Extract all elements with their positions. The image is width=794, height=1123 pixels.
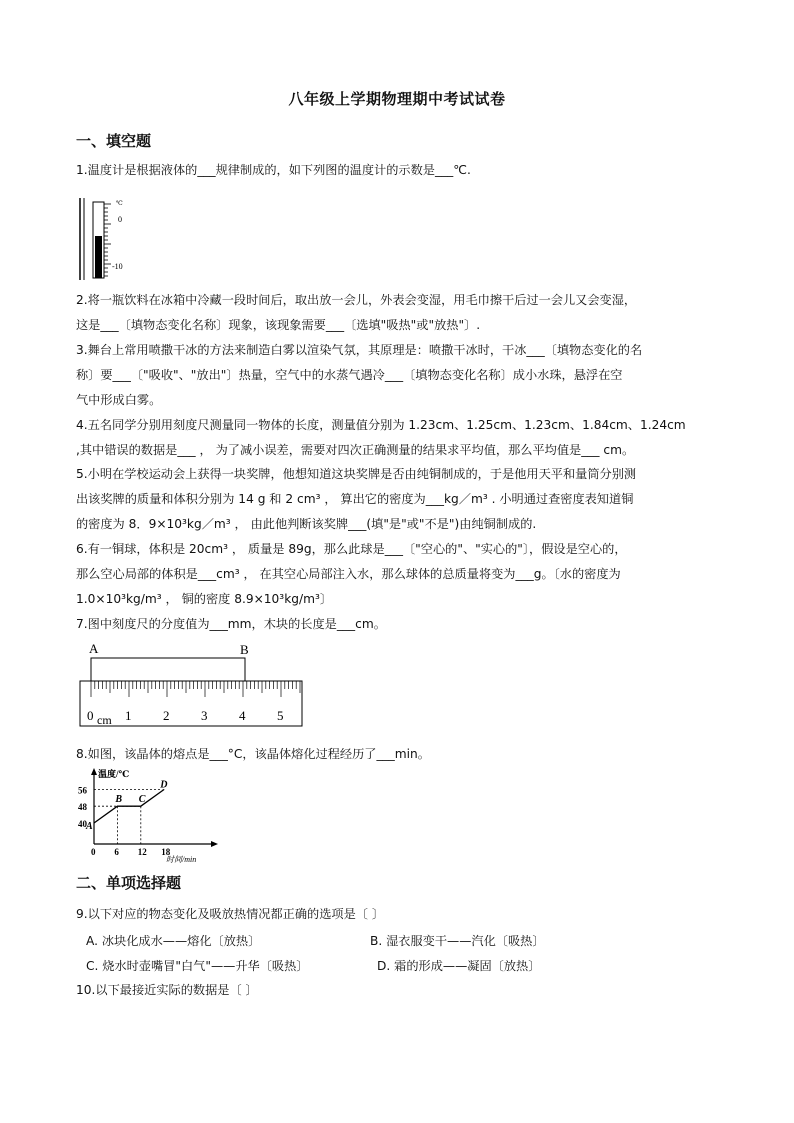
chart-point-label: D [160,779,168,791]
chart-x-tick-label: 18 [161,847,171,857]
ruler-number: 3 [201,708,208,723]
chart-point-label: A [86,821,93,832]
q2-line-1: 2.将一瓶饮料在冰箱中冷藏一段时间后，取出放一会儿，外表会变湿，用毛巾擦干后过一会儿又会变湿， [76,293,637,307]
ruler-label-b: B [240,642,249,657]
ruler-number: 1 [125,708,132,723]
q3-line-2: 称〕要___〔"吸收"、"放出"〕热量，空气中的水蒸气遇冷___〔填物态变化名称〕成小水珠，悬浮在空 [76,368,623,382]
melting-chart [76,766,226,866]
chart-y-tick-label: 48 [78,802,87,813]
ruler-figure [78,638,306,730]
thermometer-label-bottom: -10 [112,262,123,271]
thermometer-label-top: 0 [118,215,122,224]
q2-line-2: 这是___〔填物态变化名称〕现象，该现象需要___〔选填"吸热"或"放热"〕. [76,318,481,332]
ruler-number: 4 [239,708,246,723]
section-fill-blank-heading: 一、填空题 [76,132,152,150]
chart-y-tick-label: 56 [78,785,87,796]
thermometer-unit: ℃ [116,201,123,207]
ruler-unit: cm [97,713,112,727]
ruler-number: 0 [87,708,94,723]
chart-point-label: C [138,794,146,806]
wooden-block [91,658,245,681]
q9-option-d[interactable]: D. 霜的形成——凝固〔放热〕 [377,959,541,973]
q6-line-1: 6.有一铜球，体积是 20cm³ ， 质量是 89g，那么此球是___〔"空心的"、"实心的"〕，假设是空心的， [76,542,627,556]
q3-line-3: 气中形成白雾。 [76,393,162,407]
q9-option-a[interactable]: A. 冰块化成水——熔化〔放热〕 [86,934,261,948]
chart-x-label: 时间/min [166,855,197,864]
q5-line-1: 5.小明在学校运动会上获得一块奖牌，他想知道这块奖牌是否由纯铜制成的，于是他用天平和量筒分别测 [76,467,637,481]
chart-y-tick-label: 40 [78,819,87,829]
page-title: 八年级上学期物理期中考试试卷 [288,90,506,108]
chart-y-arrow [91,768,97,775]
chart-x-tick-label: 12 [137,847,147,857]
ruler-label-a: A [89,641,99,656]
q9-option-b[interactable]: B. 湿衣服变干——汽化〔吸热〕 [370,934,545,948]
chart-y-label: 温度/℃ [98,769,130,779]
thermometer-liquid [95,236,102,278]
chart-x-arrow [211,841,218,847]
ruler-number: 5 [277,708,284,723]
q9-option-c[interactable]: C. 烧水时壶嘴冒"白气"——升华〔吸热〕 [86,959,309,973]
q6-line-3: 1.0×10³kg/m³ ， 铜的密度 8.9×10³kg/m³〕 [76,592,333,606]
chart-x-tick-label: 6 [114,847,119,857]
q4-line-2: ,其中错误的数据是___ ， 为了减小误差，需要对四次正确测量的结果求平均值，那么平均值是___ cm。 [76,443,635,457]
chart-point-label: B [115,794,123,806]
q1-line-1: 1.温度计是根据液体的___规律制成的，如下列图的温度计的示数是___℃. [76,163,471,177]
q8-line-1: 8.如图，该晶体的熔点是___°C，该晶体熔化过程经历了___min。 [76,747,430,761]
chart-x-tick-label: 0 [91,847,96,857]
thermometer-figure [78,196,130,282]
melting-curve [94,789,164,823]
ruler-number: 2 [163,708,170,723]
section-single-choice-heading: 二、单项选择题 [76,874,182,892]
q10-stem: 10.以下最接近实际的数据是〔 〕 [76,983,258,997]
q4-line-1: 4.五名同学分别用刻度尺测量同一物体的长度，测量值分别为 1.23cm、1.25cm、1.23cm、1.84cm、1.24cm [76,418,686,432]
q6-line-2: 那么空心局部的体积是___cm³ ， 在其空心局部注入水，那么球体的总质量将变为___g。〔水的密度为 [76,567,621,581]
q5-line-2: 出该奖牌的质量和体积分别为 14 g 和 2 cm³ ， 算出它的密度为___kg／m³ . 小明通过查密度表知道铜 [76,492,634,506]
q5-line-3: 的密度为 8．9×10³kg／m³ ， 由此他判断该奖牌___(填"是"或"不是")由纯铜制成的. [76,517,537,531]
q9-stem: 9.以下对应的物态变化及吸放热情况都正确的选项是〔 〕 [76,907,385,921]
q7-line-1: 7.图中刻度尺的分度值为___mm，木块的长度是___cm。 [76,617,386,631]
ruler-body [80,681,302,726]
q3-line-1: 3.舞台上常用喷撒干冰的方法来制造白雾以渲染气氛，其原理是：喷撒干冰时，干冰___〔填物态变化的名 [76,343,643,357]
